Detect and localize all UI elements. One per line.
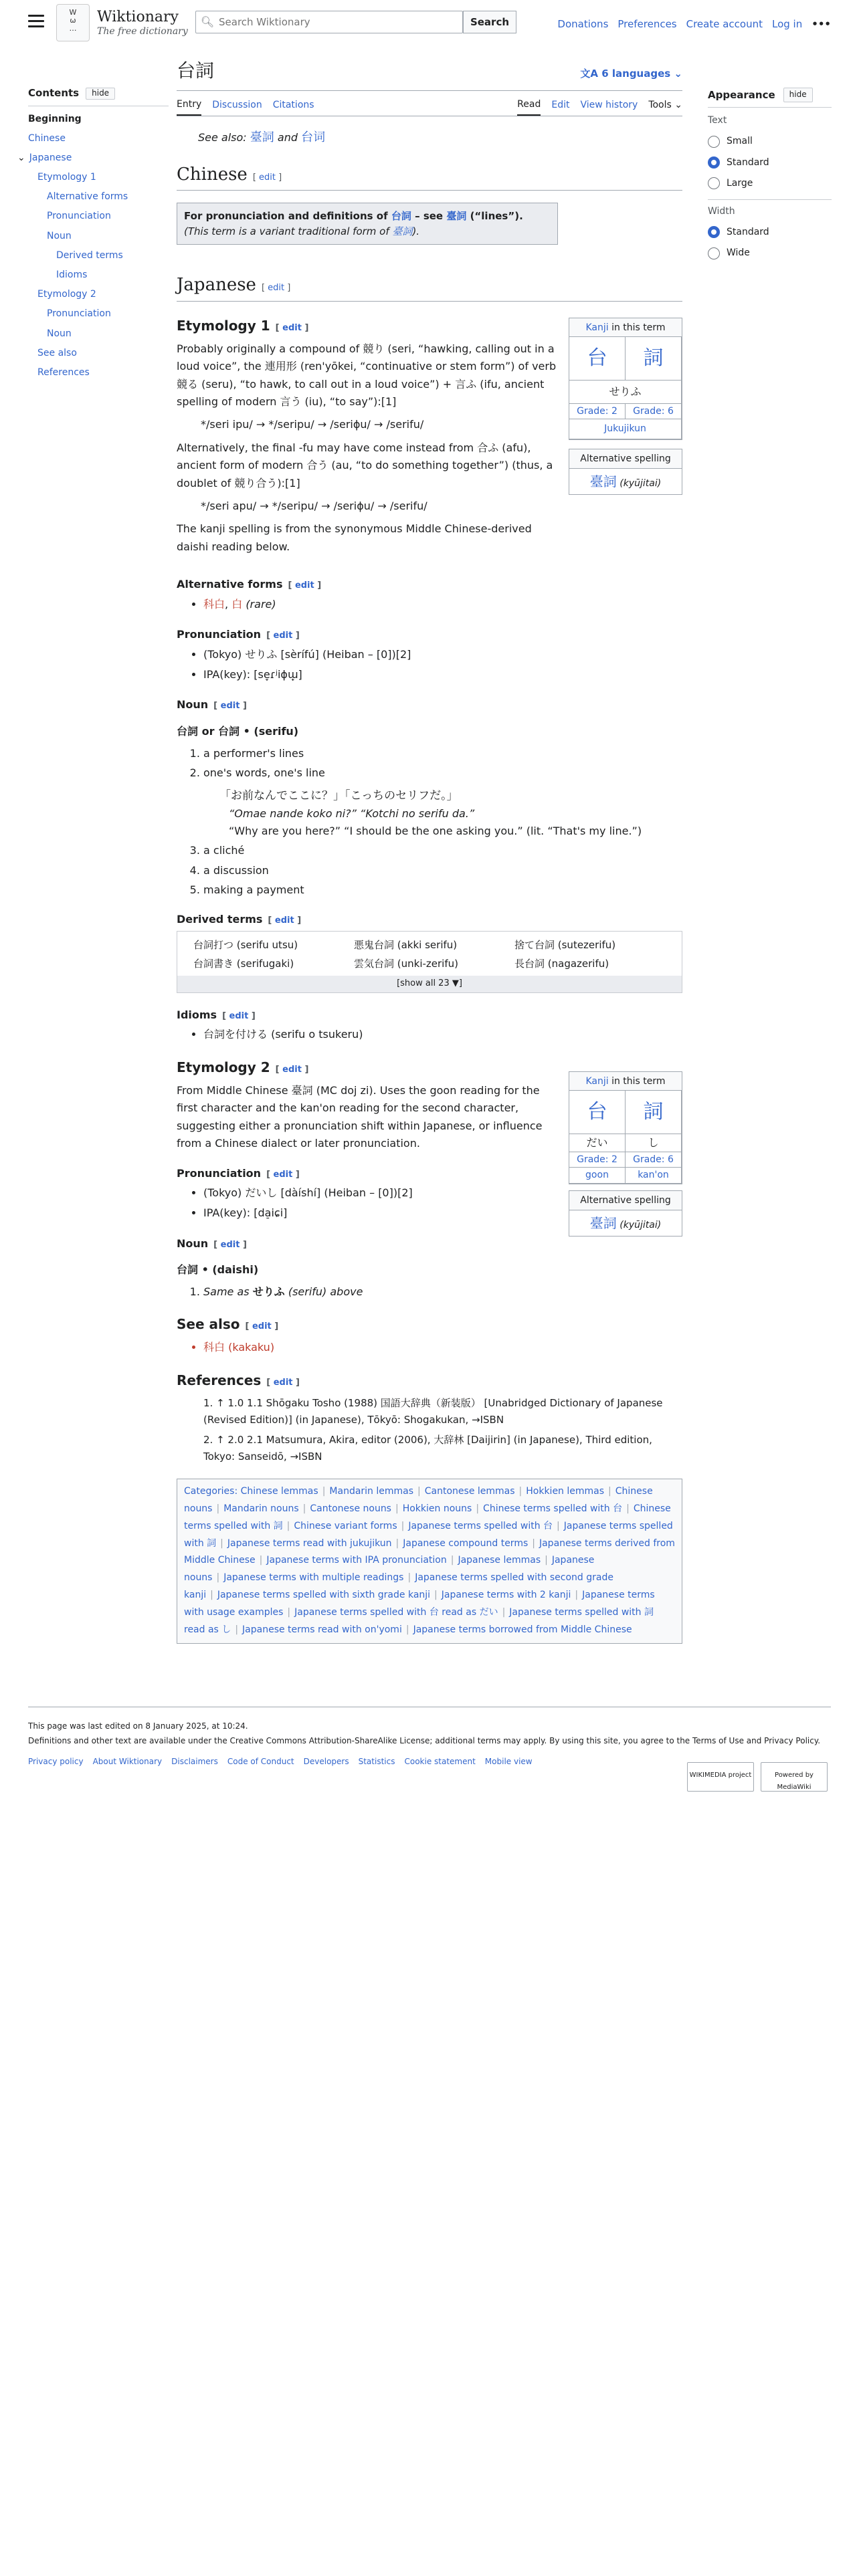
chinese-variant-note bbox=[177, 203, 558, 245]
footer-code-of-conduct-link[interactable]: Code of Conduct bbox=[227, 1757, 294, 1767]
idioms-list bbox=[203, 1026, 682, 1043]
page-tabs bbox=[177, 95, 682, 116]
kyujitai-link[interactable]: 臺詞 bbox=[589, 473, 617, 490]
category-link[interactable]: Mandarin nouns bbox=[223, 1503, 299, 1514]
category-separator: | bbox=[220, 1537, 223, 1549]
edit-link[interactable]: edit bbox=[252, 1321, 272, 1332]
category-link[interactable]: Chinese variant forms bbox=[294, 1520, 397, 1531]
see-also-heading: See also [ edit ] bbox=[177, 1316, 279, 1333]
kanji-header-text: in this term bbox=[611, 322, 666, 333]
category-separator: | bbox=[450, 1555, 454, 1566]
reference-item: 2. ↑ 2.0 2.1 Matsumura, Akira, editor (2006), 大辞林 [Daijirin] (in Japanese), Third edition, Tokyo: Sanseidō, →ISBN bbox=[203, 1434, 652, 1463]
heading-text: Etymology 1 bbox=[177, 317, 270, 334]
alternative-spelling-box-2 bbox=[569, 1190, 682, 1237]
heading-text: Alternative forms bbox=[177, 578, 283, 591]
edit-link[interactable]: edit bbox=[273, 1377, 293, 1388]
category-link[interactable]: Japanese terms read with on'yomi bbox=[242, 1624, 402, 1636]
see-also-link-2[interactable]: 台词 bbox=[301, 130, 326, 144]
category-separator: | bbox=[235, 1624, 239, 1636]
translate-icon: 文A bbox=[580, 68, 602, 80]
usage-note: (rare) bbox=[246, 597, 276, 611]
category-link[interactable]: Japanese terms spelled with 台 bbox=[408, 1520, 553, 1531]
option-label: Small bbox=[727, 136, 753, 147]
category-link[interactable]: Japanese terms spelled with 詞 read as し bbox=[184, 1607, 654, 1636]
edit-link[interactable]: edit bbox=[259, 172, 276, 183]
alternative-forms-heading: Alternative forms [ edit ] bbox=[177, 578, 322, 591]
pronunciation-1-list bbox=[203, 646, 682, 683]
preferences-link[interactable]: Preferences bbox=[617, 18, 677, 30]
category-separator: | bbox=[210, 1590, 213, 1601]
radio-selected-icon bbox=[708, 156, 720, 169]
toc-item-references[interactable]: References bbox=[37, 366, 90, 378]
grade-link[interactable]: Grade: 2 bbox=[577, 1154, 617, 1165]
derived-term[interactable]: 台詞打つ (serifu utsu) bbox=[193, 938, 298, 951]
note-word-link[interactable]: 台詞 bbox=[391, 210, 411, 223]
etymology-1-heading: Etymology 1 [ edit ] bbox=[177, 317, 309, 334]
edit-link[interactable]: edit bbox=[220, 701, 240, 712]
text-size-small[interactable] bbox=[708, 134, 832, 148]
tab-discussion[interactable]: Discussion bbox=[212, 100, 262, 111]
create-account-link[interactable]: Create account bbox=[686, 18, 763, 30]
etymology-1-kanji-note: The kanji spelling is from the synonymous Middle Chinese-derived daishi reading below. bbox=[177, 522, 532, 553]
toc-item-etymology-1[interactable]: Etymology 1 bbox=[37, 172, 96, 183]
heading-text: Noun bbox=[177, 1237, 209, 1250]
category-link[interactable]: Japanese terms spelled with 詞 bbox=[184, 1520, 673, 1549]
reference-item: 1. ↑ 1.0 1.1 Shōgaku Tosho (1988) 国語大辞典（新装版） [Unabridged Dictionary of Japanese (Revised Edition)] (in Japanese), Tōkyō: Shogakukan, →ISBN bbox=[203, 1396, 663, 1426]
radio-icon bbox=[708, 136, 720, 148]
category-separator: | bbox=[502, 1607, 506, 1618]
kanji-header-text: in this term bbox=[611, 1075, 666, 1087]
jukujikun-link[interactable]: Jukujikun bbox=[604, 423, 646, 435]
toc-item-pronunciation-1[interactable]: Pronunciation bbox=[47, 211, 111, 222]
toc-item-beginning[interactable]: Beginning bbox=[28, 113, 82, 124]
definitions-list-1 bbox=[203, 745, 682, 899]
kanji-link[interactable]: Kanji bbox=[585, 322, 609, 333]
main-menu-icon[interactable] bbox=[28, 15, 44, 28]
chinese-heading: Chinese [ edit ] bbox=[177, 161, 682, 191]
definition-suffix: (serifu) above bbox=[288, 1285, 363, 1298]
text-size-large[interactable] bbox=[708, 176, 832, 191]
category-link[interactable]: Mandarin lemmas bbox=[329, 1485, 414, 1497]
site-tagline: The free dictionary bbox=[97, 26, 188, 37]
definition bbox=[203, 1283, 682, 1301]
text-size-standard[interactable] bbox=[708, 155, 832, 170]
derived-term[interactable]: 台詞書き (serifugaki) bbox=[193, 957, 294, 970]
edit-link[interactable]: edit bbox=[273, 1169, 293, 1180]
sound-change-chain-1: */seri ipu/ → */seripu/ → /seriɸu/ → /serifu/ bbox=[201, 418, 424, 431]
category-separator: | bbox=[287, 1607, 291, 1618]
toc-item-noun-2[interactable]: Noun bbox=[47, 328, 72, 339]
pitch-accent-item: • (Tokyo) せりふ [sèrífú] (Heiban – [0])[2] bbox=[203, 646, 682, 663]
definitions-list-2 bbox=[203, 1283, 682, 1301]
site-header bbox=[0, 0, 859, 48]
toc-title: Contents bbox=[28, 87, 80, 99]
language-selector[interactable]: 文A 6 languages ⌄ bbox=[580, 68, 682, 80]
pronunciation-1-heading: Pronunciation [ edit ] bbox=[177, 628, 300, 641]
toc-item-pronunciation-2[interactable]: Pronunciation bbox=[47, 308, 111, 320]
category-link[interactable]: Japanese terms with multiple readings bbox=[223, 1572, 404, 1584]
footer-cookie-link[interactable]: Cookie statement bbox=[404, 1757, 476, 1767]
kyujitai-link[interactable]: 臺詞 bbox=[589, 1215, 617, 1232]
toc-hide-button[interactable]: hide bbox=[86, 88, 115, 100]
footer-developers-link[interactable]: Developers bbox=[303, 1757, 349, 1767]
text-size-label: Text bbox=[708, 115, 727, 126]
radio-selected-icon bbox=[708, 226, 720, 238]
footer-statistics-link[interactable]: Statistics bbox=[358, 1757, 395, 1767]
references-heading: References [ edit ] bbox=[177, 1372, 300, 1388]
note-text: (This term is a variant traditional form of bbox=[184, 225, 389, 237]
footer-about-link[interactable]: About Wiktionary bbox=[92, 1757, 163, 1767]
definition: 3. a cliché bbox=[203, 842, 682, 859]
user-links bbox=[557, 16, 831, 32]
altbox-note: (kyūjitai) bbox=[619, 1220, 662, 1231]
edit-link[interactable]: edit bbox=[282, 322, 302, 333]
note-text: For pronunciation and definitions of bbox=[184, 210, 388, 223]
radio-icon bbox=[708, 247, 720, 259]
category-separator: | bbox=[608, 1485, 611, 1497]
alt-form-link[interactable]: 白 bbox=[231, 597, 243, 611]
list-separator: , bbox=[225, 597, 229, 611]
option-label: Wide bbox=[727, 247, 750, 259]
appearance-hide-button[interactable]: hide bbox=[783, 88, 813, 102]
altbox-heading: Alternative spelling bbox=[569, 1191, 682, 1210]
note-text: – see bbox=[415, 210, 444, 223]
heading-text: Noun bbox=[177, 698, 209, 712]
category-separator: | bbox=[322, 1485, 326, 1497]
toc-item-see-also[interactable]: See also bbox=[37, 347, 77, 358]
tab-read[interactable]: Read bbox=[517, 95, 541, 116]
ipa-item: • IPA(key): [da̠iɕi] bbox=[203, 1204, 682, 1222]
example-romaji: “Omae nande koko ni?” “Kotchi no serifu da.” bbox=[229, 807, 475, 821]
width-wide[interactable] bbox=[708, 245, 832, 260]
option-label: Large bbox=[727, 178, 753, 189]
kanji-2-link[interactable]: 詞 bbox=[643, 346, 664, 370]
footer-disclaimers-link[interactable]: Disclaimers bbox=[171, 1757, 218, 1767]
category-separator: | bbox=[532, 1537, 535, 1549]
toc-item-idioms[interactable]: Idioms bbox=[56, 270, 88, 280]
kanji-1-link[interactable]: 台 bbox=[587, 1100, 607, 1124]
kanji-reading: だい bbox=[569, 1134, 626, 1152]
etymology-1-alternative: Alternatively, the final -fu may have come instead from 合ふ (afu), ancient form of modern 合う (au, “to do something together”) (thus, a doublet of 競り合う):[1] bbox=[177, 441, 553, 490]
search-button[interactable]: Search bbox=[463, 11, 516, 33]
category-link[interactable]: Cantonese lemmas bbox=[424, 1485, 515, 1497]
radio-icon bbox=[708, 177, 720, 189]
headword-line-1: 台詞 or 台詞 • (serifu) bbox=[177, 725, 299, 738]
heading-text: Idioms bbox=[177, 1008, 217, 1021]
category-separator: | bbox=[417, 1485, 421, 1497]
kanji-table-1 bbox=[569, 318, 682, 440]
example-translation: “Why are you here?” “I should be the one asking you.” (lit. “That's my line.”) bbox=[229, 824, 642, 837]
kanji-reading: し bbox=[625, 1134, 682, 1152]
derived-term[interactable]: 捨て台詞 (sutezerifu) bbox=[514, 938, 616, 951]
table-of-contents bbox=[17, 87, 169, 386]
categories-label[interactable]: Categories: bbox=[184, 1485, 238, 1497]
category-link[interactable]: Japanese nouns bbox=[184, 1555, 595, 1584]
category-link[interactable]: Japanese terms with usage examples bbox=[184, 1590, 655, 1618]
alt-form-link[interactable]: 科白 bbox=[203, 597, 225, 611]
edit-link[interactable]: edit bbox=[220, 1239, 240, 1250]
definition: 4. a discussion bbox=[203, 862, 682, 879]
more-options-icon[interactable]: ••• bbox=[812, 18, 831, 30]
heading-text: Etymology 2 bbox=[177, 1059, 270, 1075]
language-count: 6 languages bbox=[601, 68, 671, 80]
goon-link[interactable]: goon bbox=[585, 1170, 609, 1181]
category-link[interactable]: Japanese compound terms bbox=[403, 1537, 529, 1549]
altbox-heading: Alternative spelling bbox=[569, 449, 682, 469]
tab-view-history[interactable]: View history bbox=[580, 100, 638, 111]
category-separator: | bbox=[401, 1520, 405, 1531]
tools-menu[interactable]: Tools ⌄ bbox=[648, 100, 682, 111]
category-link[interactable]: Japanese terms read with jukujikun bbox=[227, 1537, 392, 1549]
definition bbox=[203, 764, 682, 839]
category-link[interactable]: Hokkien nouns bbox=[402, 1503, 472, 1514]
heading-text: Derived terms bbox=[177, 912, 263, 926]
category-link[interactable]: Japanese terms spelled with 台 read as だい bbox=[294, 1607, 498, 1618]
kanji-1-link[interactable]: 台 bbox=[587, 346, 607, 370]
category-separator: | bbox=[407, 1572, 411, 1584]
definition-prefix: Same as bbox=[203, 1285, 250, 1298]
heading-text: Japanese bbox=[177, 275, 256, 296]
category-link[interactable]: Chinese terms spelled with 台 bbox=[483, 1503, 623, 1514]
heading-text: Chinese bbox=[177, 164, 248, 185]
heading-text: Pronunciation bbox=[177, 1166, 262, 1180]
alternative-spelling-box-1 bbox=[569, 449, 682, 495]
usage-example bbox=[219, 787, 682, 839]
references-list bbox=[203, 1395, 682, 1465]
see-also-list bbox=[203, 1339, 682, 1356]
altbox-note: (kyūjitai) bbox=[619, 478, 662, 490]
note-target-link[interactable]: 臺詞 bbox=[446, 210, 467, 223]
category-separator: | bbox=[286, 1520, 290, 1531]
page-footer bbox=[28, 1707, 831, 1791]
appearance-title: Appearance bbox=[708, 89, 775, 101]
width-standard[interactable] bbox=[708, 225, 832, 239]
derived-term[interactable]: 悪鬼台詞 (akki serifu) bbox=[354, 938, 458, 951]
definition-word[interactable]: せりふ bbox=[252, 1285, 285, 1298]
tools-label: Tools bbox=[648, 100, 672, 111]
hatnote-prefix: See also: bbox=[198, 130, 247, 144]
example-japanese: 「お前なんでここに？」「こっちのセリフだ。」 bbox=[219, 788, 458, 802]
category-link[interactable]: Japanese terms with 2 kanji bbox=[441, 1590, 571, 1601]
derived-terms-box bbox=[177, 931, 682, 993]
grade-link[interactable]: Grade: 2 bbox=[577, 405, 617, 417]
width-label: Width bbox=[708, 205, 735, 217]
toc-item-noun-1[interactable]: Noun bbox=[47, 230, 72, 241]
site-name[interactable]: Wiktionary bbox=[97, 9, 179, 25]
kanji-2-link[interactable]: 詞 bbox=[643, 1100, 664, 1124]
note-text: (“lines”). bbox=[470, 210, 523, 223]
edit-link[interactable]: edit bbox=[273, 631, 293, 641]
definition: 5. making a payment bbox=[203, 881, 682, 899]
edit-link[interactable]: edit bbox=[294, 580, 314, 591]
category-separator: | bbox=[395, 1537, 399, 1549]
category-link[interactable]: Hokkien lemmas bbox=[526, 1485, 605, 1497]
tab-edit[interactable]: Edit bbox=[551, 100, 570, 111]
category-link[interactable]: Japanese terms borrowed from Middle Chinese bbox=[413, 1624, 632, 1636]
page-title: 台詞 bbox=[177, 56, 682, 91]
edit-link[interactable]: edit bbox=[229, 1010, 249, 1021]
log-in-link[interactable]: Log in bbox=[772, 18, 803, 30]
derived-terms-heading: Derived terms [ edit ] bbox=[177, 912, 302, 926]
edit-link[interactable]: edit bbox=[282, 1064, 302, 1075]
category-link[interactable]: Japanese terms spelled with second grade kanji bbox=[184, 1572, 613, 1601]
pronunciation-2-heading: Pronunciation [ edit ] bbox=[177, 1166, 300, 1180]
note-text: ). bbox=[412, 225, 420, 237]
grade-link[interactable]: Grade: 6 bbox=[633, 405, 674, 417]
see-also-link-1[interactable]: 臺詞 bbox=[250, 130, 274, 144]
note-variant-link[interactable]: 臺詞 bbox=[392, 225, 413, 237]
list-item bbox=[203, 596, 682, 613]
category-link[interactable]: Japanese terms with IPA pronunciation bbox=[266, 1555, 447, 1566]
toc-item-chinese[interactable]: Chinese bbox=[28, 132, 66, 144]
toc-item-derived-terms[interactable]: Derived terms bbox=[56, 249, 123, 261]
ipa-item: • IPA(key): [se̞ɾʲiɸɯ̟] bbox=[203, 666, 682, 683]
see-also-item[interactable]: • 科白 (kakaku) bbox=[203, 1339, 682, 1356]
sound-change-chain-2: */seri apu/ → */seripu/ → /seriɸu/ → /serifu/ bbox=[201, 499, 427, 512]
headword-line-2: 台詞 • (daishi) bbox=[177, 1263, 259, 1277]
option-label: Standard bbox=[727, 226, 769, 237]
license-text: Definitions and other text are available under the Creative Commons Attribution-ShareAlike License; additional terms may apply. By using this site, you agree to the Terms of Use and Privacy Policy. bbox=[28, 1735, 821, 1745]
search-box[interactable] bbox=[195, 11, 463, 33]
tab-entry[interactable]: Entry bbox=[177, 95, 201, 116]
heading-text: See also bbox=[177, 1316, 240, 1333]
kanji-reading: せりふ bbox=[569, 380, 682, 404]
idioms-heading: Idioms [ edit ] bbox=[177, 1008, 256, 1021]
last-edited: This page was last edited on 8 January 2025, at 10:24. bbox=[28, 1721, 248, 1731]
etymology-1-text: Probably originally a compound of 競り (seri, “hawking, calling out in a loud voice”, the 連用形 (ren'yōkei, “continuative or stem form”) of verb 競る (seru), “to hawk, to call out in a loud voice”) + 言ふ (ifu, ancient spelling of modern 言う (iu), “to say”):[1] bbox=[177, 342, 557, 408]
category-separator: | bbox=[476, 1503, 480, 1514]
option-label: Standard bbox=[727, 156, 769, 168]
heading-text: References bbox=[177, 1372, 262, 1388]
category-separator: | bbox=[302, 1503, 306, 1514]
category-link[interactable]: Japanese terms derived from Middle Chinese bbox=[184, 1537, 675, 1566]
category-separator: | bbox=[575, 1590, 579, 1601]
mediawiki-badge[interactable]: Powered by MediaWiki bbox=[761, 1762, 828, 1792]
category-link[interactable]: Japanese terms spelled with sixth grade kanji bbox=[217, 1590, 431, 1601]
toc-item-japanese[interactable]: Japanese bbox=[29, 152, 72, 163]
japanese-heading: Japanese [ edit ] bbox=[177, 272, 682, 302]
noun-2-heading: Noun [ edit ] bbox=[177, 1237, 247, 1250]
categories-box bbox=[177, 1479, 682, 1644]
appearance-panel bbox=[708, 87, 832, 267]
definition: 1. a performer's lines bbox=[203, 745, 682, 762]
toc-item-etymology-2[interactable]: Etymology 2 bbox=[37, 289, 96, 300]
category-separator: | bbox=[216, 1572, 220, 1584]
tab-citations[interactable]: Citations bbox=[272, 100, 314, 111]
category-separator: | bbox=[216, 1503, 220, 1514]
category-separator: | bbox=[405, 1624, 409, 1636]
main-content bbox=[177, 56, 682, 1644]
donations-link[interactable]: Donations bbox=[557, 18, 609, 30]
category-separator: | bbox=[545, 1555, 548, 1566]
kanji-link[interactable]: Kanji bbox=[585, 1075, 609, 1087]
footer-privacy-link[interactable]: Privacy policy bbox=[28, 1757, 84, 1767]
wiktionary-logo[interactable]: W ω … bbox=[56, 4, 90, 41]
category-separator: | bbox=[557, 1520, 560, 1531]
search-icon: 🔍︎ bbox=[200, 15, 215, 29]
search-input[interactable] bbox=[219, 16, 462, 28]
noun-1-heading: Noun [ edit ] bbox=[177, 698, 247, 712]
hatnote-and: and bbox=[277, 130, 298, 144]
category-separator: | bbox=[518, 1485, 522, 1497]
category-link[interactable]: Chinese terms spelled with 詞 bbox=[184, 1503, 671, 1531]
category-link[interactable]: Cantonese nouns bbox=[310, 1503, 391, 1514]
toc-item-alternative-forms[interactable]: Alternative forms bbox=[47, 191, 128, 203]
etymology-2-heading: Etymology 2 [ edit ] bbox=[177, 1059, 309, 1075]
category-separator: | bbox=[434, 1590, 438, 1601]
category-link[interactable]: Japanese lemmas bbox=[458, 1555, 541, 1566]
derived-term[interactable]: 雲気台詞 (unki-zerifu) bbox=[354, 957, 458, 970]
edit-link[interactable]: edit bbox=[268, 283, 285, 294]
category-link[interactable]: Chinese nouns bbox=[184, 1485, 653, 1514]
kanon-link[interactable]: kan'on bbox=[638, 1170, 669, 1181]
footer-mobile-view-link[interactable]: Mobile view bbox=[484, 1757, 533, 1767]
definition-text: one's words, one's line bbox=[203, 766, 325, 780]
heading-text: Pronunciation bbox=[177, 628, 262, 641]
etymology-2-text: From Middle Chinese 臺詞 (MC doj zi). Uses the goon reading for the first character and the kan'on reading for the second character, suggesting either a pronunciation shift within Japanese, or influence from a Chinese dialect or later pronunciation. bbox=[177, 1083, 543, 1150]
toc-collapse-icon[interactable]: ⌄ bbox=[17, 152, 25, 163]
see-also-hatnote bbox=[198, 128, 682, 148]
alternative-forms-list bbox=[203, 596, 682, 613]
edit-link[interactable]: edit bbox=[274, 915, 294, 926]
category-separator: | bbox=[395, 1503, 399, 1514]
pitch-accent-item: • (Tokyo) だいし [dàíshí] (Heiban – [0])[2] bbox=[203, 1184, 682, 1202]
category-separator: | bbox=[626, 1503, 630, 1514]
show-all-derived-button[interactable]: [show all 23 ▼] bbox=[177, 976, 682, 992]
grade-link[interactable]: Grade: 6 bbox=[633, 1154, 674, 1165]
wikimedia-badge[interactable]: WIKIMEDIA project bbox=[687, 1762, 754, 1792]
derived-term[interactable]: 長台詞 (nagazerifu) bbox=[514, 957, 609, 970]
category-link[interactable]: Chinese lemmas bbox=[240, 1485, 318, 1497]
category-separator: | bbox=[259, 1555, 263, 1566]
idiom-item[interactable]: • 台詞を付ける (serifu o tsukeru) bbox=[203, 1026, 682, 1043]
kanji-table-2 bbox=[569, 1071, 682, 1184]
